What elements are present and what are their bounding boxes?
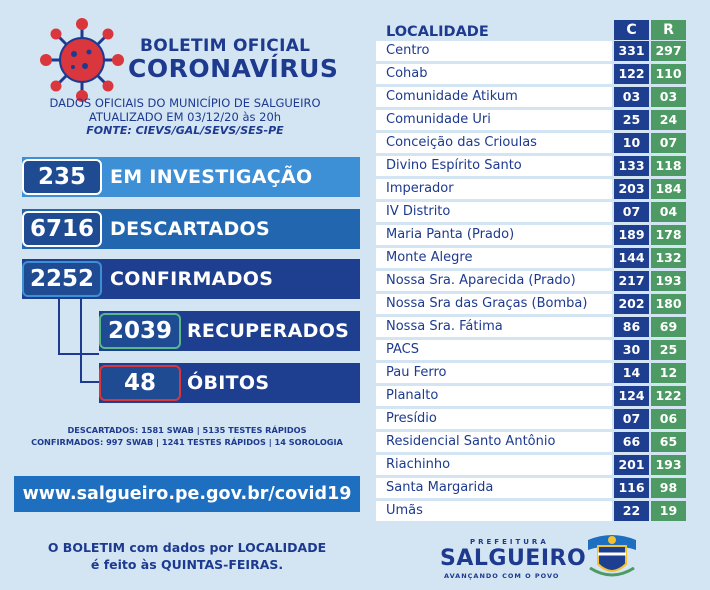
localidade-name: Nossa Sra. Fátima [376,317,612,337]
confirmed-count: 03 [614,87,649,107]
confirmed-count: 331 [614,41,649,61]
localidade-name: Conceição das Crioulas [376,133,612,153]
recovered-count: 110 [651,64,686,84]
table-row [376,501,686,521]
connector-lines [55,296,105,386]
recovered-count: 25 [651,340,686,360]
localidade-name: IV Distrito [376,202,612,222]
stat-descartados-label: DESCARTADOS [110,218,270,240]
recovered-count: 12 [651,363,686,383]
table-row [376,432,686,452]
info-source: FONTE: CIEVS/GAL/SEVS/SES-PE [86,124,284,137]
bulletin-subtitle: CORONAVÍRUS [128,54,339,83]
note-confirmados: CONFIRMADOS: 997 SWAB | 1241 TESTES RÁPIDOS | 14 SOROLOGIA [31,437,343,447]
table-row [376,202,686,222]
table-header-r: R [651,20,686,40]
confirmed-count: 116 [614,478,649,498]
table-row [376,317,686,337]
confirmed-count: 144 [614,248,649,268]
confirmed-count: 86 [614,317,649,337]
confirmed-count: 189 [614,225,649,245]
stat-recuperados-value: 2039 [99,313,181,349]
logo-top-text: PREFEITURA [470,538,549,546]
recovered-count: 03 [651,87,686,107]
localidade-name: Divino Espírito Santo [376,156,612,176]
table-row [376,133,686,153]
table-header-c: C [614,20,649,40]
table-row [376,478,686,498]
confirmed-count: 07 [614,409,649,429]
logo-name: SALGUEIRO [440,546,587,571]
recovered-count: 04 [651,202,686,222]
stat-investigacao-value: 235 [22,159,102,195]
table-row [376,41,686,61]
confirmed-count: 07 [614,202,649,222]
coat-of-arms-icon [584,530,640,582]
table-row [376,225,686,245]
localidade-name: Comunidade Uri [376,110,612,130]
info-line-2: ATUALIZADO EM 03/12/20 às 20h [88,110,282,124]
confirmed-count: 203 [614,179,649,199]
localidade-name: Santa Margarida [376,478,612,498]
localidade-name: Presídio [376,409,612,429]
stat-obitos [99,363,360,403]
recovered-count: 180 [651,294,686,314]
localidade-name: Nossa Sra. Aparecida (Prado) [376,271,612,291]
recovered-count: 193 [651,271,686,291]
localidade-name: Riachinho [376,455,612,475]
table-row [376,294,686,314]
localidade-name: Umãs [376,501,612,521]
table-row [376,409,686,429]
confirmed-count: 124 [614,386,649,406]
localidade-name: Imperador [376,179,612,199]
localidade-name: PACS [376,340,612,360]
recovered-count: 132 [651,248,686,268]
table-row [376,271,686,291]
localidade-name: Centro [376,41,612,61]
localidade-name: Planalto [376,386,612,406]
prefeitura-logo [440,538,587,582]
localidade-name: Maria Panta (Prado) [376,225,612,245]
stat-confirmados-label: CONFIRMADOS [110,268,274,290]
info-line-1: DADOS OFICIAIS DO MUNICÍPIO DE SALGUEIRO [49,96,321,110]
localidade-name: Monte Alegre [376,248,612,268]
confirmed-count: 30 [614,340,649,360]
table-row [376,156,686,176]
stat-recuperados-label: RECUPERADOS [187,320,350,342]
stat-confirmados [22,259,360,299]
confirmed-count: 201 [614,455,649,475]
recovered-count: 178 [651,225,686,245]
footer-line-2: é feito às QUINTAS-FEIRAS. [90,557,284,572]
table-row [376,87,686,107]
confirmed-count: 133 [614,156,649,176]
table-row [376,248,686,268]
stat-confirmados-value: 2252 [22,261,102,297]
stat-obitos-label: ÓBITOS [187,372,270,394]
stat-recuperados [99,311,360,351]
logo-tagline: AVANÇANDO COM O POVO [444,572,560,580]
recovered-count: 19 [651,501,686,521]
stat-descartados [22,209,360,249]
note-descartados: DESCARTADOS: 1581 SWAB | 5135 TESTES RÁPIDOS [67,425,307,435]
stat-investigacao-label: EM INVESTIGAÇÃO [110,166,313,188]
confirmed-count: 66 [614,432,649,452]
confirmed-count: 22 [614,501,649,521]
recovered-count: 69 [651,317,686,337]
recovered-count: 06 [651,409,686,429]
recovered-count: 07 [651,133,686,153]
confirmed-count: 202 [614,294,649,314]
table-row [376,455,686,475]
virus-icon [40,18,124,102]
recovered-count: 65 [651,432,686,452]
table-row [376,179,686,199]
table-row [376,110,686,130]
bulletin-title: BOLETIM OFICIAL [140,36,311,56]
recovered-count: 118 [651,156,686,176]
confirmed-count: 14 [614,363,649,383]
localidade-name: Pau Ferro [376,363,612,383]
confirmed-count: 122 [614,64,649,84]
stat-investigacao [22,157,360,197]
table-row [376,340,686,360]
recovered-count: 297 [651,41,686,61]
confirmed-count: 217 [614,271,649,291]
recovered-count: 24 [651,110,686,130]
stat-obitos-value: 48 [99,365,181,401]
localidade-name: Nossa Sra das Graças (Bomba) [376,294,612,314]
recovered-count: 122 [651,386,686,406]
confirmed-count: 25 [614,110,649,130]
localidade-name: Residencial Santo Antônio [376,432,612,452]
website-link[interactable]: www.salgueiro.pe.gov.br/covid19 [14,476,360,512]
confirmed-count: 10 [614,133,649,153]
recovered-count: 98 [651,478,686,498]
table-row [376,363,686,383]
stat-descartados-value: 6716 [22,211,102,247]
table-header-localidade: LOCALIDADE [386,24,489,40]
table-row [376,64,686,84]
localidade-name: Cohab [376,64,612,84]
table-row [376,386,686,406]
footer-line-1: O BOLETIM com dados por LOCALIDADE [47,540,327,555]
recovered-count: 193 [651,455,686,475]
localidade-name: Comunidade Atikum [376,87,612,107]
recovered-count: 184 [651,179,686,199]
